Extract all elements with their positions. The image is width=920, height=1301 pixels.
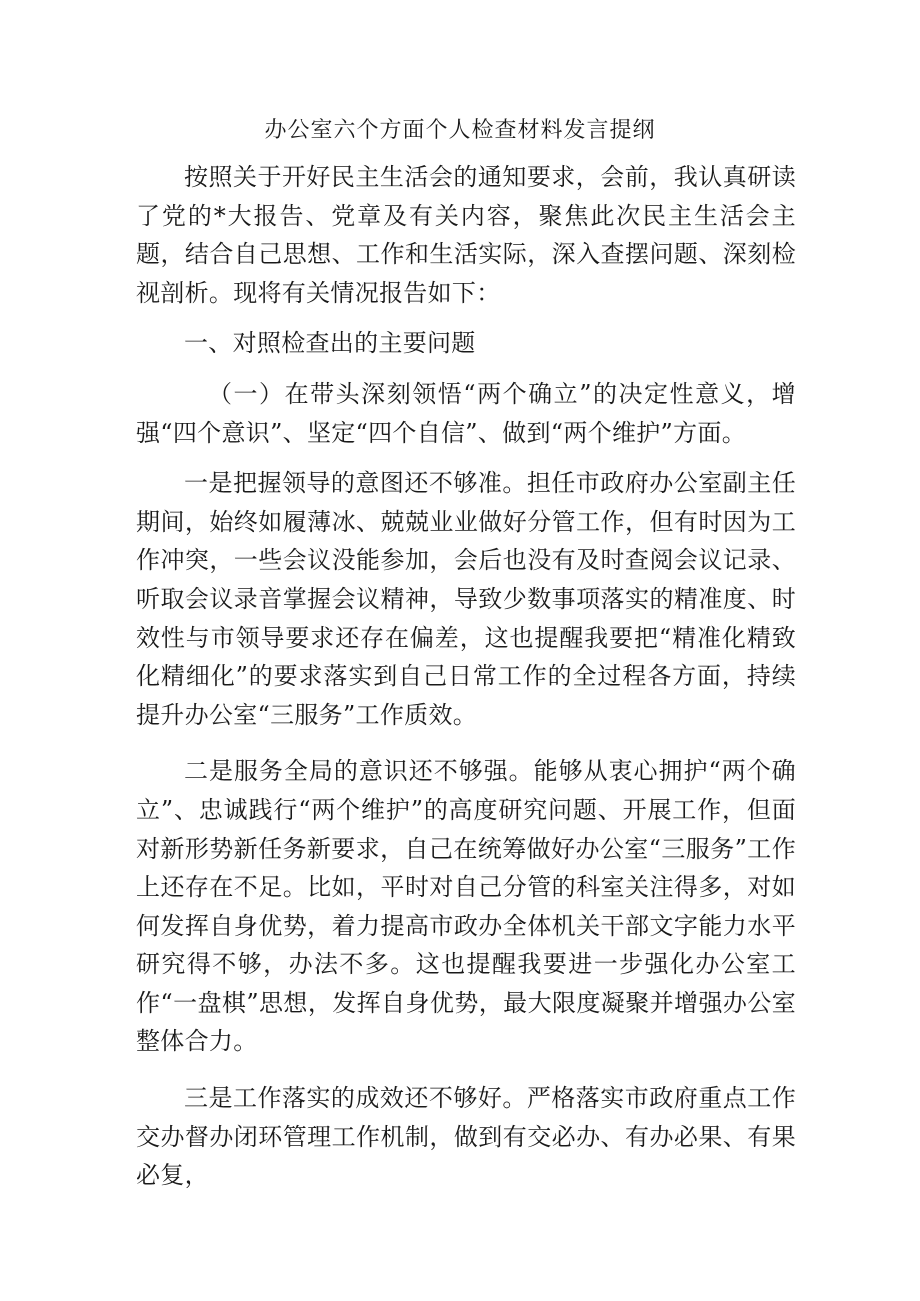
section-heading-1: 一、对照检查出的主要问题 [184,329,476,358]
subsection-heading-1: （一）在带头深刻领悟“两个确立”的决定性意义，增强“四个意识”、坚定“四个自信”、做到“两个维护”方面。 [136,379,796,447]
paragraph-intro: 按照关于开好民主生活会的通知要求，会前，我认真研读了党的*大报告、党章及有关内容，聚焦此次民主生活会主题，结合自己思想、工作和生活实际，深入查摆问题、深刻检视剖析。现将有关情况报告如下： [136,163,796,307]
document-title: 办公室六个方面个人检查材料发言提纲 [264,118,656,143]
paragraph-point-3: 三是工作落实的成效还不够好。严格落实市政府重点工作交办督办闭环管理工作机制，做到有交必办、有办必果、有果必复， [136,1084,796,1190]
document-body [136,158,796,1195]
paragraph-point-1: 一是把握领导的意图还不够准。担任市政府办公室副主任期间，始终如履薄冰、兢兢业业做好分管工作，但有时因为工作冲突，一些会议没能参加，会后也没有及时查阅会议记录、听取会议录音掌握会议精神，导致少数事项落实的精准度、时效性与市领导要求还存在偏差，这也提醒我要把“精准化精致化精细化”的要求落实到自己日常工作的全过程各方面，持续提升办公室“三服务”工作质效。 [136,469,796,729]
paragraph-point-2: 二是服务全局的意识还不够强。能够从衷心拥护“两个确立”、忠诚践行“两个维护”的高度研究问题、开展工作，但面对新形势新任务新要求，自己在统筹做好办公室“三服务”工作上还存在不足。比如，平时对自己分管的科室关注得多，对如何发挥自身优势，着力提高市政办全体机关干部文字能力水平研究得不够，办法不多。这也提醒我要进一步强化办公室工作“一盘棋”思想，发挥自身优势，最大限度凝聚并增强办公室整体合力。 [136,757,796,1056]
